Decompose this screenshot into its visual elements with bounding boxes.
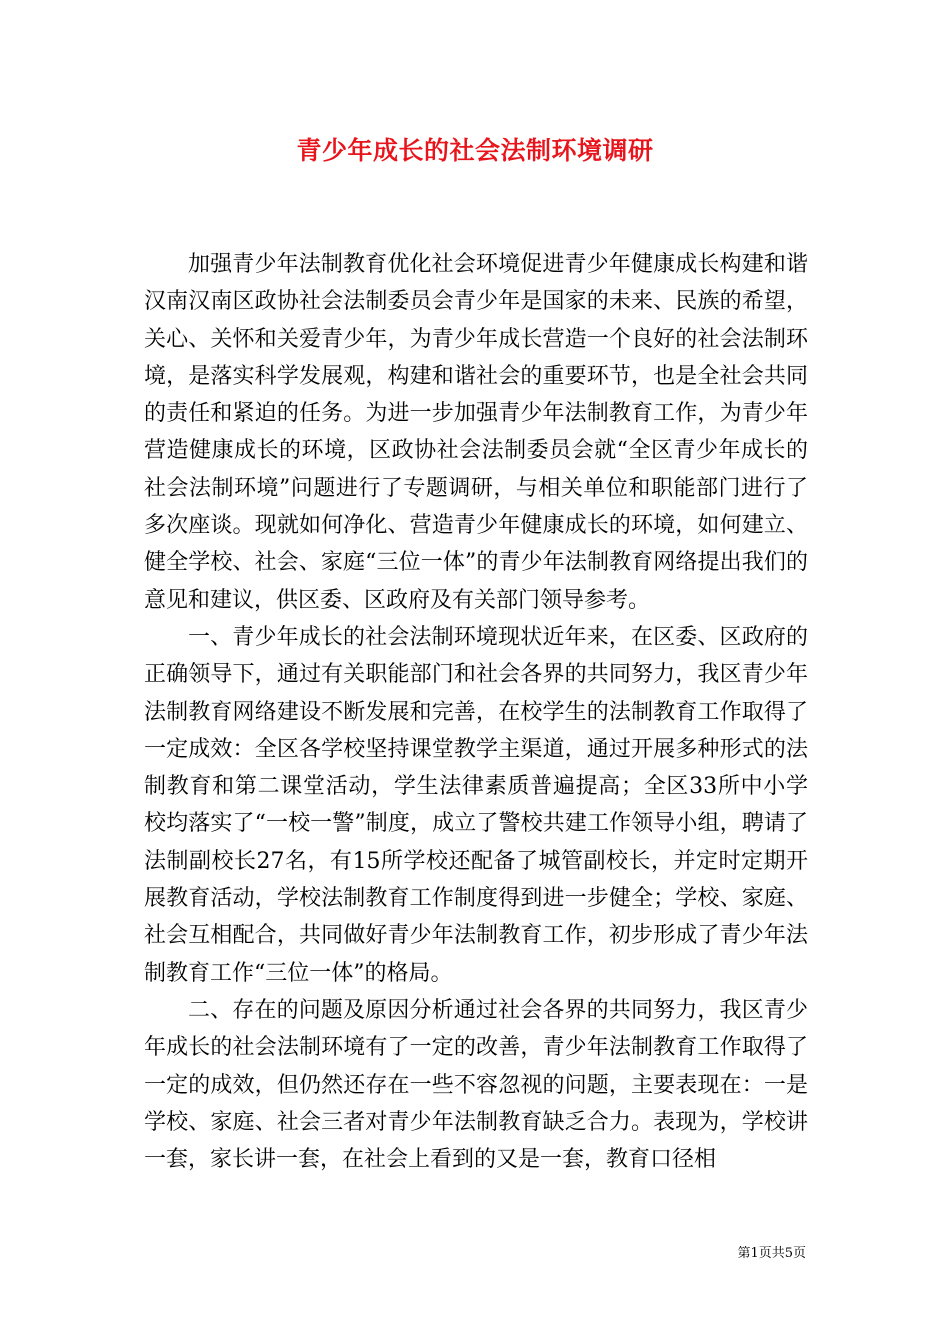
paragraph-intro: 加强青少年法制教育优化社会环境促进青少年健康成长构建和谐汉南汉南区政协社会法制委员会青少年是国家的未来、民族的希望，关心、关怀和关爱青少年，为青少年成长营造一个良好的社会法制环境，是落实科学发展观，构建和谐社会的重要环节，也是全社会共同的责任和紧迫的任务。为进一步加强青少年法制教育工作，为青少年营造健康成长的环境，区政协社会法制委员会就“全区青少年成长的社会法制环境”问题进行了专题调研，与相关单位和职能部门进行了多次座谈。现就如何净化、营造青少年健康成长的环境，如何建立、健全学校、社会、家庭“三位一体”的青少年法制教育网络提出我们的意见和建议，供区委、区政府及有关部门领导参考。 [144, 252, 808, 613]
page-number-footer: 第1页共5页 [737, 1246, 806, 1261]
document-body [144, 246, 808, 1178]
document-title: 青少年成长的社会法制环境调研 [296, 136, 654, 165]
paragraph-section-2: 二、存在的问题及原因分析通过社会各界的共同努力，我区青少年成长的社会法制环境有了一定的改善，青少年法制教育工作取得了一定的成效，但仍然还存在一些不容忽视的问题，主要表现在：一是学校、家庭、社会三者对青少年法制教育缺乏合力。表现为，学校讲一套，家长讲一套，在社会上看到的又是一套，教育口径相 [144, 997, 808, 1173]
paragraph-section-1: 一、青少年成长的社会法制环境现状近年来，在区委、区政府的正确领导下，通过有关职能部门和社会各界的共同努力，我区青少年法制教育网络建设不断发展和完善，在校学生的法制教育工作取得了一定成效：全区各学校坚持课堂教学主渠道，通过开展多种形式的法制教育和第二课堂活动，学生法律素质普遍提高；全区33所中小学校均落实了“一校一警”制度，成立了警校共建工作领导小组，聘请了法制副校长27名，有15所学校还配备了城管副校长，并定时定期开展教育活动，学校法制教育工作制度得到进一步健全；学校、家庭、社会互相配合，共同做好青少年法制教育工作，初步形成了青少年法制教育工作“三位一体”的格局。 [144, 624, 808, 986]
